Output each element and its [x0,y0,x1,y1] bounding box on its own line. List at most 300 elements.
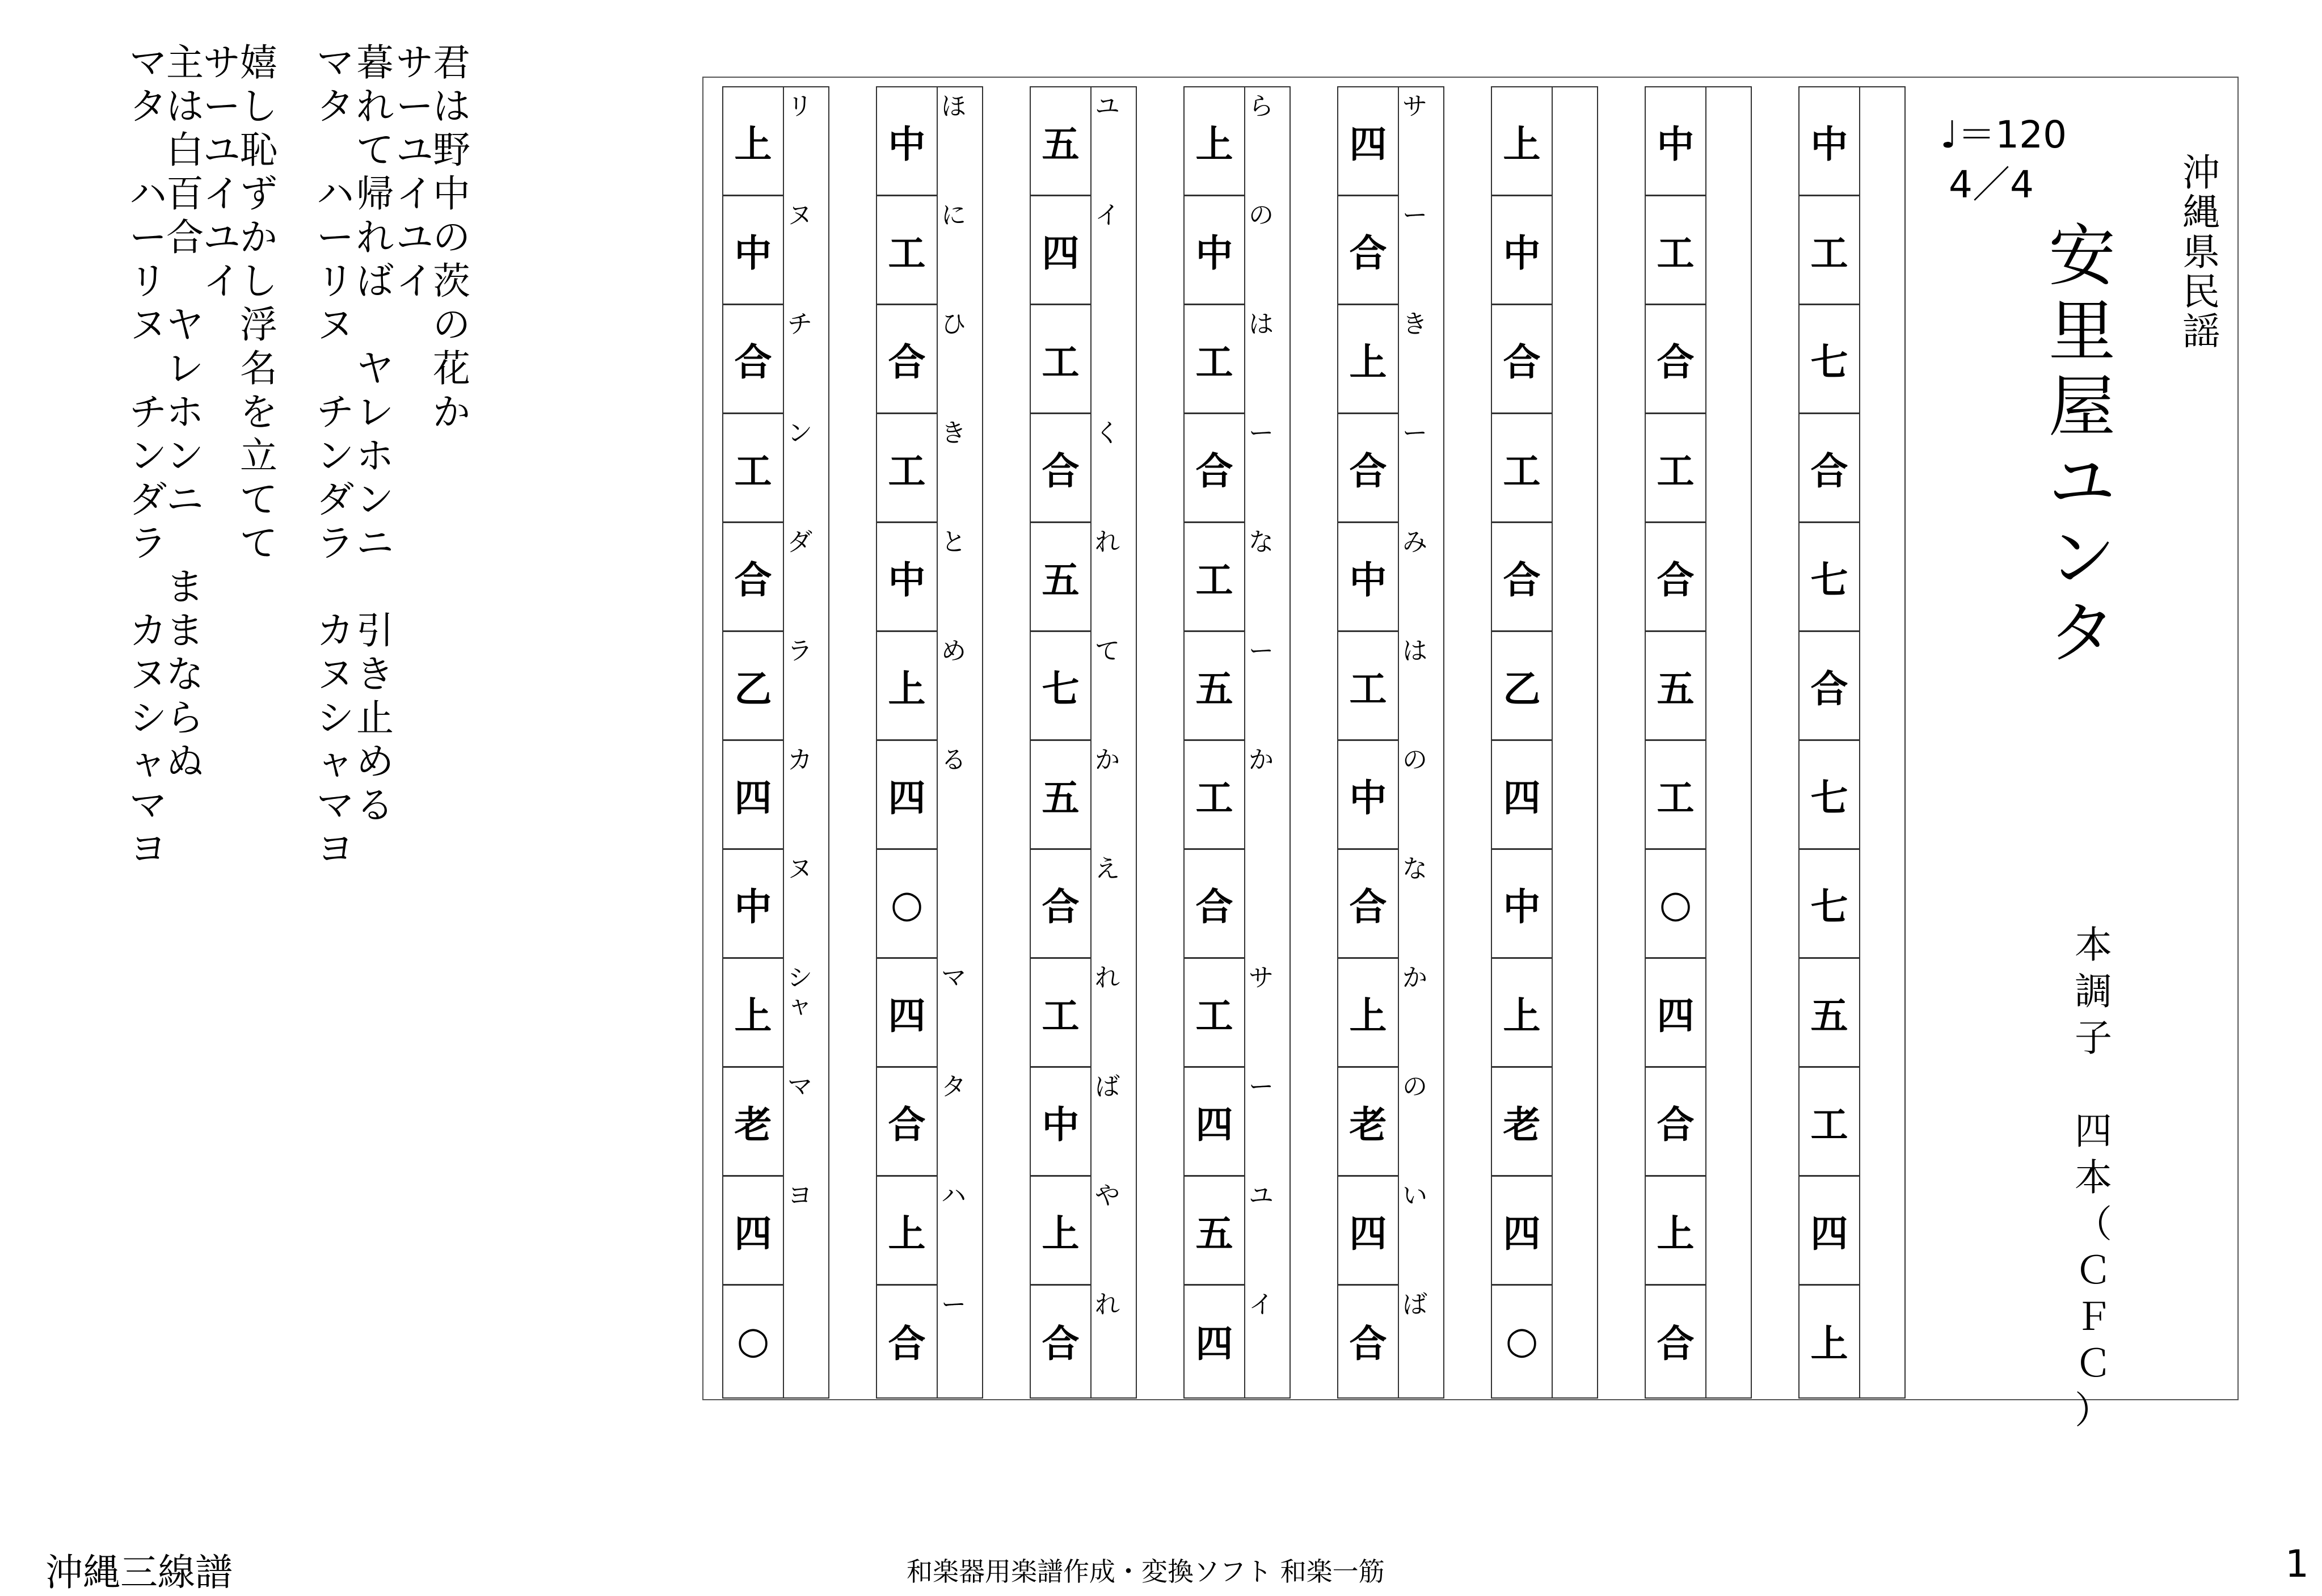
note-lyric: か [1095,746,1120,774]
note-cell: 合 [1031,850,1090,959]
char: 安 [2048,217,2115,295]
note-lyric: ヌ [787,201,812,230]
lyric-char: ヨ [129,827,167,871]
char: 県 [2182,230,2220,274]
note-cell: 合 [877,305,937,414]
lyric-char [165,521,205,565]
note-cell: 合 [1492,305,1552,414]
note-lyric: き [1402,310,1427,339]
lyric-char [431,478,472,521]
lyric-char: は [166,85,204,128]
note-cell: 上 [1338,305,1398,414]
lyric-column [1090,86,1137,1399]
char: Ｆ [2075,1295,2112,1339]
note-lyric: る [941,746,966,774]
lyric-char: ー [396,85,433,128]
lyric-char: ユ [396,128,433,172]
lyric-column [1552,86,1598,1399]
note-lyric: み [1402,528,1427,557]
lyric-char: シ [317,696,354,740]
note-lyric: チ [787,310,812,339]
lyric-char: ユ [203,216,241,259]
note-lyric: ー [1249,419,1274,448]
char: 縄 [2182,191,2220,234]
note-lyric: ば [1402,1290,1427,1319]
note-lyric: マ [941,963,966,992]
note-lyric: の [1249,201,1274,230]
lyric-char: チ [129,390,167,434]
tuning-info [2071,922,2116,1434]
note-cell: 四 [1338,87,1398,196]
note-lyric: ヨ [787,1181,812,1210]
lyric-char: か [433,390,470,434]
lyric-char: 暮 [356,41,394,85]
note-cell: 中 [1800,87,1859,196]
note-cell: 工 [877,414,937,523]
lyric-char: サ [396,41,433,85]
lyric-char [394,303,435,347]
note-cell: 合 [1185,414,1244,523]
note-lyric: ー [1402,201,1427,230]
note-cell: 七 [1800,741,1859,850]
note-cell: 上 [723,959,783,1068]
lyric-char: の [433,303,470,347]
char: 四 [2075,1109,2112,1153]
note-cell: 中 [877,87,937,196]
note-lyric: ン [787,419,812,448]
char: 本 [2075,923,2112,967]
note-cell: 中 [1492,850,1552,959]
note-column [1798,86,1860,1399]
lyric-column [937,86,983,1399]
char: （ [2075,1202,2112,1246]
note-cell: 四 [877,741,937,850]
note-cell: 合 [1800,414,1859,523]
note-cell: 四 [1800,1177,1859,1286]
lyric-char: 白 [166,128,204,172]
lyric-char: ヨ [317,827,354,871]
note-cell: 七 [1031,632,1090,741]
lyric-char [128,347,168,390]
note-cell: 合 [723,523,783,632]
note-cell: 合 [1185,850,1244,959]
footer-software: 和楽器用楽譜作成・変換ソフト 和楽一筋 [907,1556,1385,1587]
lyric-char: ユ [203,128,241,172]
lyric-char: ホ [166,390,204,434]
lyric-char: ー [203,85,241,128]
note-lyric: か [1402,963,1427,992]
note-cell: 四 [1195,1321,1233,1366]
note-cell: 合 [1657,1321,1695,1366]
lyric-char: サ [203,41,241,85]
note-lyric: ヌ [787,854,812,883]
lyric-char: ホ [356,434,394,478]
lyric-char [315,128,356,172]
lyric-char [315,347,356,390]
char: 里 [2048,292,2115,370]
note-lyric: ひ [941,310,966,339]
lyric-char: 引 [356,609,394,652]
lyric-char [431,434,472,478]
lyric-column [201,41,242,303]
lyric-char: レ [356,390,394,434]
note-cell: 上 [1031,1177,1090,1286]
lyric-char: ャ [317,740,354,784]
note-cell: 工 [1185,305,1244,414]
page-number: 1 [2285,1542,2309,1586]
note-cell: 中 [1338,523,1398,632]
note-cell: 老 [723,1068,783,1177]
song-title [2045,218,2119,671]
lyric-char: 中 [433,172,470,216]
lyric-char: を [240,390,277,434]
note-cell: 上 [1338,959,1398,1068]
char: 子 [2075,1016,2112,1060]
lyric-char [165,259,205,303]
lyric-char: タ [317,85,354,128]
char: 調 [2075,970,2112,1013]
note-lyric: と [941,528,966,557]
lyric-column [355,41,395,827]
note-lyric: ラ [787,637,812,666]
lyric-char: 茨 [433,259,470,303]
lyric-column [1859,86,1906,1399]
note-lyric: ら [1249,92,1274,121]
note-lyric: サ [1249,963,1274,992]
note-lyric: か [1249,746,1274,774]
note-cell: 合 [1031,414,1090,523]
note-lyric: な [1402,854,1427,883]
note-lyric: れ [1095,528,1120,557]
time-signature: 4／4 [1949,163,2034,207]
note-lyric: ー [1249,1072,1274,1101]
note-lyric: ユ [1249,1181,1274,1210]
note-lyric: れ [1095,1290,1120,1319]
note-cell: 中 [1492,196,1552,305]
note-cell: 合 [1338,414,1398,523]
lyric-char: カ [317,609,354,652]
note-cell: 七 [1800,523,1859,632]
lyric-column [238,41,279,565]
lyric-char: 恥 [240,128,277,172]
note-cell: 五 [1031,523,1090,632]
lyric-char: 浮 [240,303,277,347]
note-lyric: に [941,201,966,230]
lyric-char: ヌ [317,303,354,347]
lyric-char: ぬ [166,740,204,784]
lyric-char: シ [129,696,167,740]
lyric-char: 合 [166,216,204,259]
lyric-char: は [433,85,470,128]
lyric-char [431,521,472,565]
lyric-char: な [166,652,204,696]
lyric-char: 野 [433,128,470,172]
note-cell: 五 [1646,632,1705,741]
lyric-char: き [356,652,394,696]
lyric-char: ヌ [317,652,354,696]
lyric-char: ン [129,434,167,478]
lyric-char: ヌ [129,652,167,696]
note-lyric: は [1249,310,1274,339]
note-cell: 工 [1800,1068,1859,1177]
note-cell: 乙 [1492,632,1552,741]
note-cell: 上 [877,632,937,741]
lyric-char: マ [317,784,354,827]
note-cell: 工 [723,414,783,523]
lyric-char: ニ [356,521,394,565]
note-cell: 四 [1031,196,1090,305]
lyric-char: ニ [166,478,204,521]
note-lyric: ハ [941,1181,966,1210]
char [2071,1062,2116,1108]
note-cell: 中 [723,196,783,305]
lyric-column [315,41,356,871]
note-cell: 合 [1349,1321,1387,1366]
note-lyric: く [1095,419,1120,448]
note-cell: 上 [1492,959,1552,1068]
note-cell: 工 [1646,741,1705,850]
note-cell: 中 [1646,87,1705,196]
lyric-char: 止 [356,696,394,740]
note-cell: 工 [1492,414,1552,523]
note-cell: 工 [1646,414,1705,523]
lyric-char: カ [129,609,167,652]
lyric-column [165,41,205,784]
note-cell: 上 [723,87,783,196]
note-cell: 中 [1031,1068,1090,1177]
note-cell: 五 [1185,632,1244,741]
lyric-char [355,565,395,609]
song-origin [2178,153,2224,352]
char: ユ [2048,443,2115,521]
lyric-char: ユ [396,216,433,259]
lyric-char: ー [129,216,167,259]
note-column [1337,86,1399,1399]
note-cell: ○ [736,1318,770,1362]
lyric-char: ら [166,696,204,740]
note-column [1030,86,1092,1399]
note-lyric: や [1095,1181,1120,1210]
note-lyric: ば [1095,1072,1120,1101]
lyric-char: 立 [240,434,277,478]
char: Ｃ [2075,1249,2112,1292]
note-cell: 四 [1338,1177,1398,1286]
lyric-char: ま [166,565,204,609]
note-cell: 老 [1338,1068,1398,1177]
lyric-char: し [240,85,277,128]
note-cell: 工 [1031,959,1090,1068]
note-lyric: ー [941,1290,966,1319]
lyric-char: ヌ [129,303,167,347]
note-cell: 工 [1185,959,1244,1068]
lyric-char: イ [203,172,241,216]
note-cell: 工 [1031,305,1090,414]
char: 民 [2182,270,2220,314]
lyric-column [128,41,168,871]
note-cell: 工 [1338,632,1398,741]
lyric-char [394,390,435,434]
lyric-char: 主 [166,41,204,85]
lyric-char [355,303,395,347]
char: 沖 [2182,151,2220,195]
note-lyric: イ [1095,201,1120,230]
note-cell: 合 [877,1068,937,1177]
note-lyric: サ [1402,92,1427,121]
lyric-char: レ [166,347,204,390]
note-cell: 五 [1031,741,1090,850]
lyric-char: ば [356,259,394,303]
lyric-char: 名 [240,347,277,390]
tempo-marking: ♩＝120 [1940,113,2067,157]
note-cell: 老 [1492,1068,1552,1177]
note-cell: 工 [1185,523,1244,632]
lyric-column [1705,86,1752,1399]
note-cell: ○ [1505,1318,1539,1362]
lyric-char: ヤ [356,347,394,390]
note-lyric: き [941,419,966,448]
lyric-char: マ [129,784,167,827]
note-lyric: は [1402,637,1427,666]
note-lyric: え [1095,854,1120,883]
note-cell: 工 [1800,196,1859,305]
note-lyric: カ [787,746,812,774]
char: Ｃ [2075,1342,2112,1386]
note-cell: 五 [1800,959,1859,1068]
note-lyric: ほ [941,92,966,121]
note-lyric: タ [941,1072,966,1101]
note-cell: 四 [1646,959,1705,1068]
note-lyric: イ [1249,1290,1274,1319]
note-lyric: ダ [787,528,812,557]
note-lyric: シ ャ [787,963,812,1020]
lyric-char: ず [240,172,277,216]
note-lyric: ー [1249,637,1274,666]
char: ン [2048,519,2115,597]
lyric-char: リ [129,259,167,303]
note-cell: 工 [877,196,937,305]
note-cell: 七 [1800,850,1859,959]
note-cell: 合 [888,1321,926,1366]
lyric-char: チ [317,390,354,434]
note-cell: 合 [1800,632,1859,741]
note-cell: 中 [1338,741,1398,850]
note-cell: 中 [723,850,783,959]
lyric-column [394,41,435,565]
lyric-char: イ [203,259,241,303]
note-cell: 合 [1492,523,1552,632]
lyric-char [394,434,435,478]
lyric-char: ハ [129,172,167,216]
lyric-char: ン [317,434,354,478]
lyric-char: ま [166,609,204,652]
lyric-char: る [356,784,394,827]
lyric-char: マ [129,41,167,85]
lyric-char: の [433,216,470,259]
lyric-char: 花 [433,347,470,390]
footer-title: 沖縄三線譜 [45,1551,233,1594]
note-lyric: の [1402,1072,1427,1101]
lyric-char: か [240,216,277,259]
note-lyric: い [1402,1181,1427,1210]
lyric-char: ャ [129,740,167,784]
note-cell: 合 [1338,196,1398,305]
lyric-char: ダ [317,478,354,521]
lyric-char: ン [356,478,394,521]
lyric-char: 帰 [356,172,394,216]
note-cell: ○ [877,850,937,959]
lyric-column [1398,86,1444,1399]
note-column [876,86,938,1399]
char: 屋 [2048,368,2115,446]
note-cell: 上 [1185,87,1244,196]
char: タ [2048,594,2115,672]
note-lyric: リ [787,92,812,121]
lyric-char: ダ [129,478,167,521]
lyric-char: れ [356,216,394,259]
char: 本 [2075,1156,2112,1199]
note-cell: 中 [1185,196,1244,305]
lyric-column [431,41,472,565]
lyric-char [394,478,435,521]
lyric-char: ン [166,434,204,478]
note-lyric: マ [787,1072,812,1101]
note-cell: 合 [1042,1321,1080,1366]
lyric-char: ヤ [166,303,204,347]
char: 謡 [2182,310,2220,353]
note-cell: 工 [1185,741,1244,850]
note-cell: 四 [877,959,937,1068]
lyric-char: イ [396,259,433,303]
note-column [1645,86,1706,1399]
char: ） [2075,1388,2112,1432]
note-cell: 七 [1800,305,1859,414]
lyric-char: マ [317,41,354,85]
lyric-char: 嬉 [240,41,277,85]
lyric-char [128,565,168,609]
note-column [722,86,784,1399]
note-cell: 上 [1810,1321,1848,1366]
note-cell: 工 [1646,196,1705,305]
note-lyric: め [941,637,966,666]
lyric-char [315,565,356,609]
lyric-char: リ [317,259,354,303]
lyric-char: し [240,259,277,303]
note-cell: 五 [1185,1177,1244,1286]
note-cell: 乙 [723,632,783,741]
note-cell: 上 [1646,1177,1705,1286]
note-cell: 合 [723,305,783,414]
note-cell: 合 [1338,850,1398,959]
note-column [1491,86,1553,1399]
note-lyric: れ [1095,963,1120,992]
lyric-column [783,86,829,1399]
note-cell: 合 [1646,305,1705,414]
note-lyric: な [1249,528,1274,557]
note-cell: ○ [1646,850,1705,959]
note-column [1183,86,1245,1399]
note-cell: 上 [1492,87,1552,196]
lyric-char [128,128,168,172]
lyric-char [394,347,435,390]
note-cell: 四 [723,1177,783,1286]
note-cell: 四 [1185,1068,1244,1177]
lyric-char: め [356,740,394,784]
lyric-char: タ [129,85,167,128]
note-lyric: ー [1402,419,1427,448]
note-lyric: て [1095,637,1120,666]
lyric-char: ー [317,216,354,259]
note-cell: 中 [877,523,937,632]
